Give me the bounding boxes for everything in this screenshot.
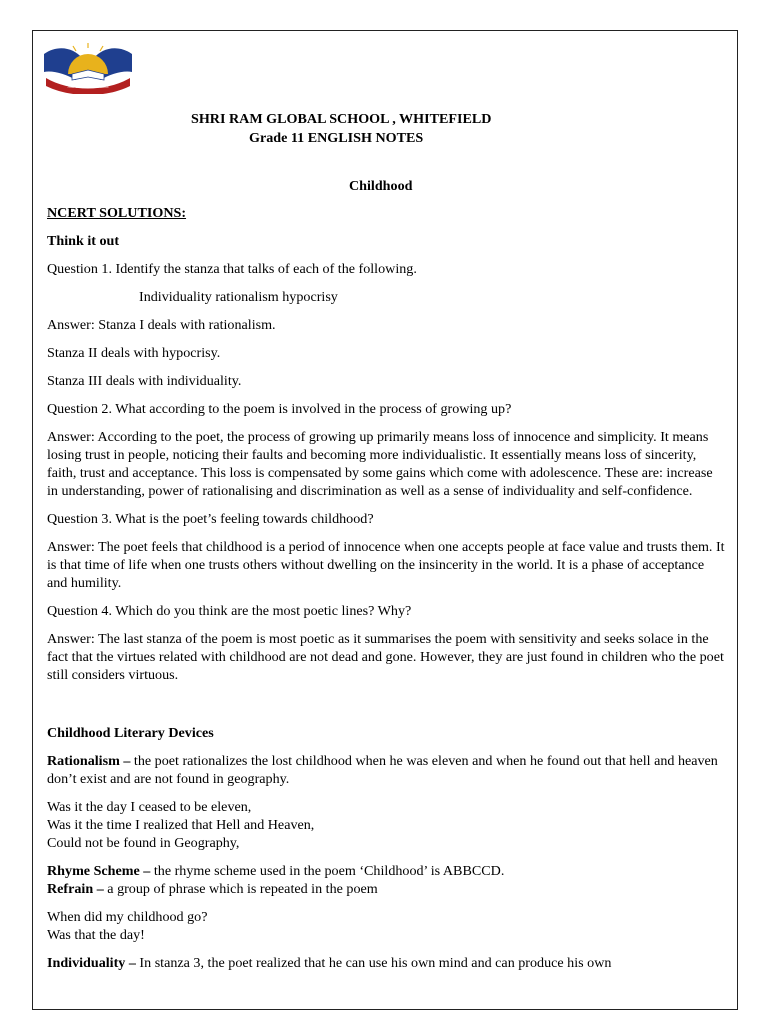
device-rationalism-text: the poet rationalizes the lost childhood when he was eleven and when he found out that hell and heaven don’t exist and are not found in geography. xyxy=(47,753,718,787)
quote-2 xyxy=(47,908,727,944)
think-heading: Think it out xyxy=(47,233,120,249)
device-rhyme-text: the rhyme scheme used in the poem ‘Childhood’ is ABBCCD. xyxy=(150,863,505,879)
device-refrain-text: a group of phrase which is repeated in the poem xyxy=(103,881,378,897)
school-logo xyxy=(40,40,136,94)
answer-4: Answer: The last stanza of the poem is most poetic as it summarises the poem with sensitivity and seeks solace in the fact that the virtues related with childhood are not dead and gone. However, they are just found in children who the poet still considers virtuous. xyxy=(47,631,724,683)
question-1: Question 1. Identify the stanza that talks of each of the following. xyxy=(47,261,417,277)
quote-1-line-3: Could not be found in Geography, xyxy=(47,835,240,851)
device-rhyme-term: Rhyme Scheme – xyxy=(47,863,151,879)
question-4: Question 4. Which do you think are the most poetic lines? Why? xyxy=(47,603,412,619)
section-spacer xyxy=(47,694,727,724)
grade-title: Grade 11 ENGLISH NOTES xyxy=(249,130,424,146)
device-individuality-term: Individuality – xyxy=(47,955,136,971)
logo-banner-text: Shri Ram Global School xyxy=(67,84,109,89)
answer-1-line-2: Stanza II deals with hypocrisy. xyxy=(47,345,221,361)
question-3: Question 3. What is the poet’s feeling towards childhood? xyxy=(47,511,374,527)
answer-1-line-1: Answer: Stanza I deals with rationalism. xyxy=(47,317,276,333)
ncert-heading: NCERT SOLUTIONS: xyxy=(47,205,187,221)
quote-1 xyxy=(47,798,727,852)
body-text xyxy=(47,204,727,982)
answer-3: Answer: The poet feels that childhood is a period of innocence when one accepts people at face value and trusts them. It is that time of life when one trusts others without dwelling on the insincerity in the world. It is a phase of acceptance and humility. xyxy=(47,539,725,591)
quote-2-line-1: When did my childhood go? xyxy=(47,909,208,925)
question-2: Question 2. What according to the poem is involved in the process of growing up? xyxy=(47,401,512,417)
question-1-options: Individuality rationalism hypocrisy xyxy=(139,289,338,305)
device-individuality-text: In stanza 3, the poet realized that he can use his own mind and can produce his own xyxy=(135,955,612,971)
quote-1-line-1: Was it the day I ceased to be eleven, xyxy=(47,799,252,815)
answer-2: Answer: According to the poet, the process of growing up primarily means loss of innocence and simplicity. It means losing trust in people, noticing their faults and becoming more individualistic. It essentially means loss of sincerity, faith, trust and acceptance. This loss is compensated by some gains which come with adolescence. These are: increase in understanding, power of rationalising and discrimination as well as a sense of individuality and self-confidence. xyxy=(47,429,713,499)
device-refrain xyxy=(47,880,727,898)
devices-heading: Childhood Literary Devices xyxy=(47,725,214,741)
quote-1-line-2: Was it the time I realized that Hell and Heaven, xyxy=(47,817,315,833)
quote-2-line-2: Was that the day! xyxy=(47,927,145,943)
device-individuality xyxy=(47,954,727,972)
devices-rhyme-refrain xyxy=(47,862,727,898)
device-rhyme xyxy=(47,862,727,880)
answer-1-line-3: Stanza III deals with individuality. xyxy=(47,373,242,389)
device-rationalism xyxy=(47,752,727,788)
topic-title: Childhood xyxy=(349,178,413,194)
device-rationalism-term: Rationalism – xyxy=(47,753,131,769)
device-refrain-term: Refrain – xyxy=(47,881,104,897)
school-name: SHRI RAM GLOBAL SCHOOL , WHITEFIELD xyxy=(191,111,492,127)
